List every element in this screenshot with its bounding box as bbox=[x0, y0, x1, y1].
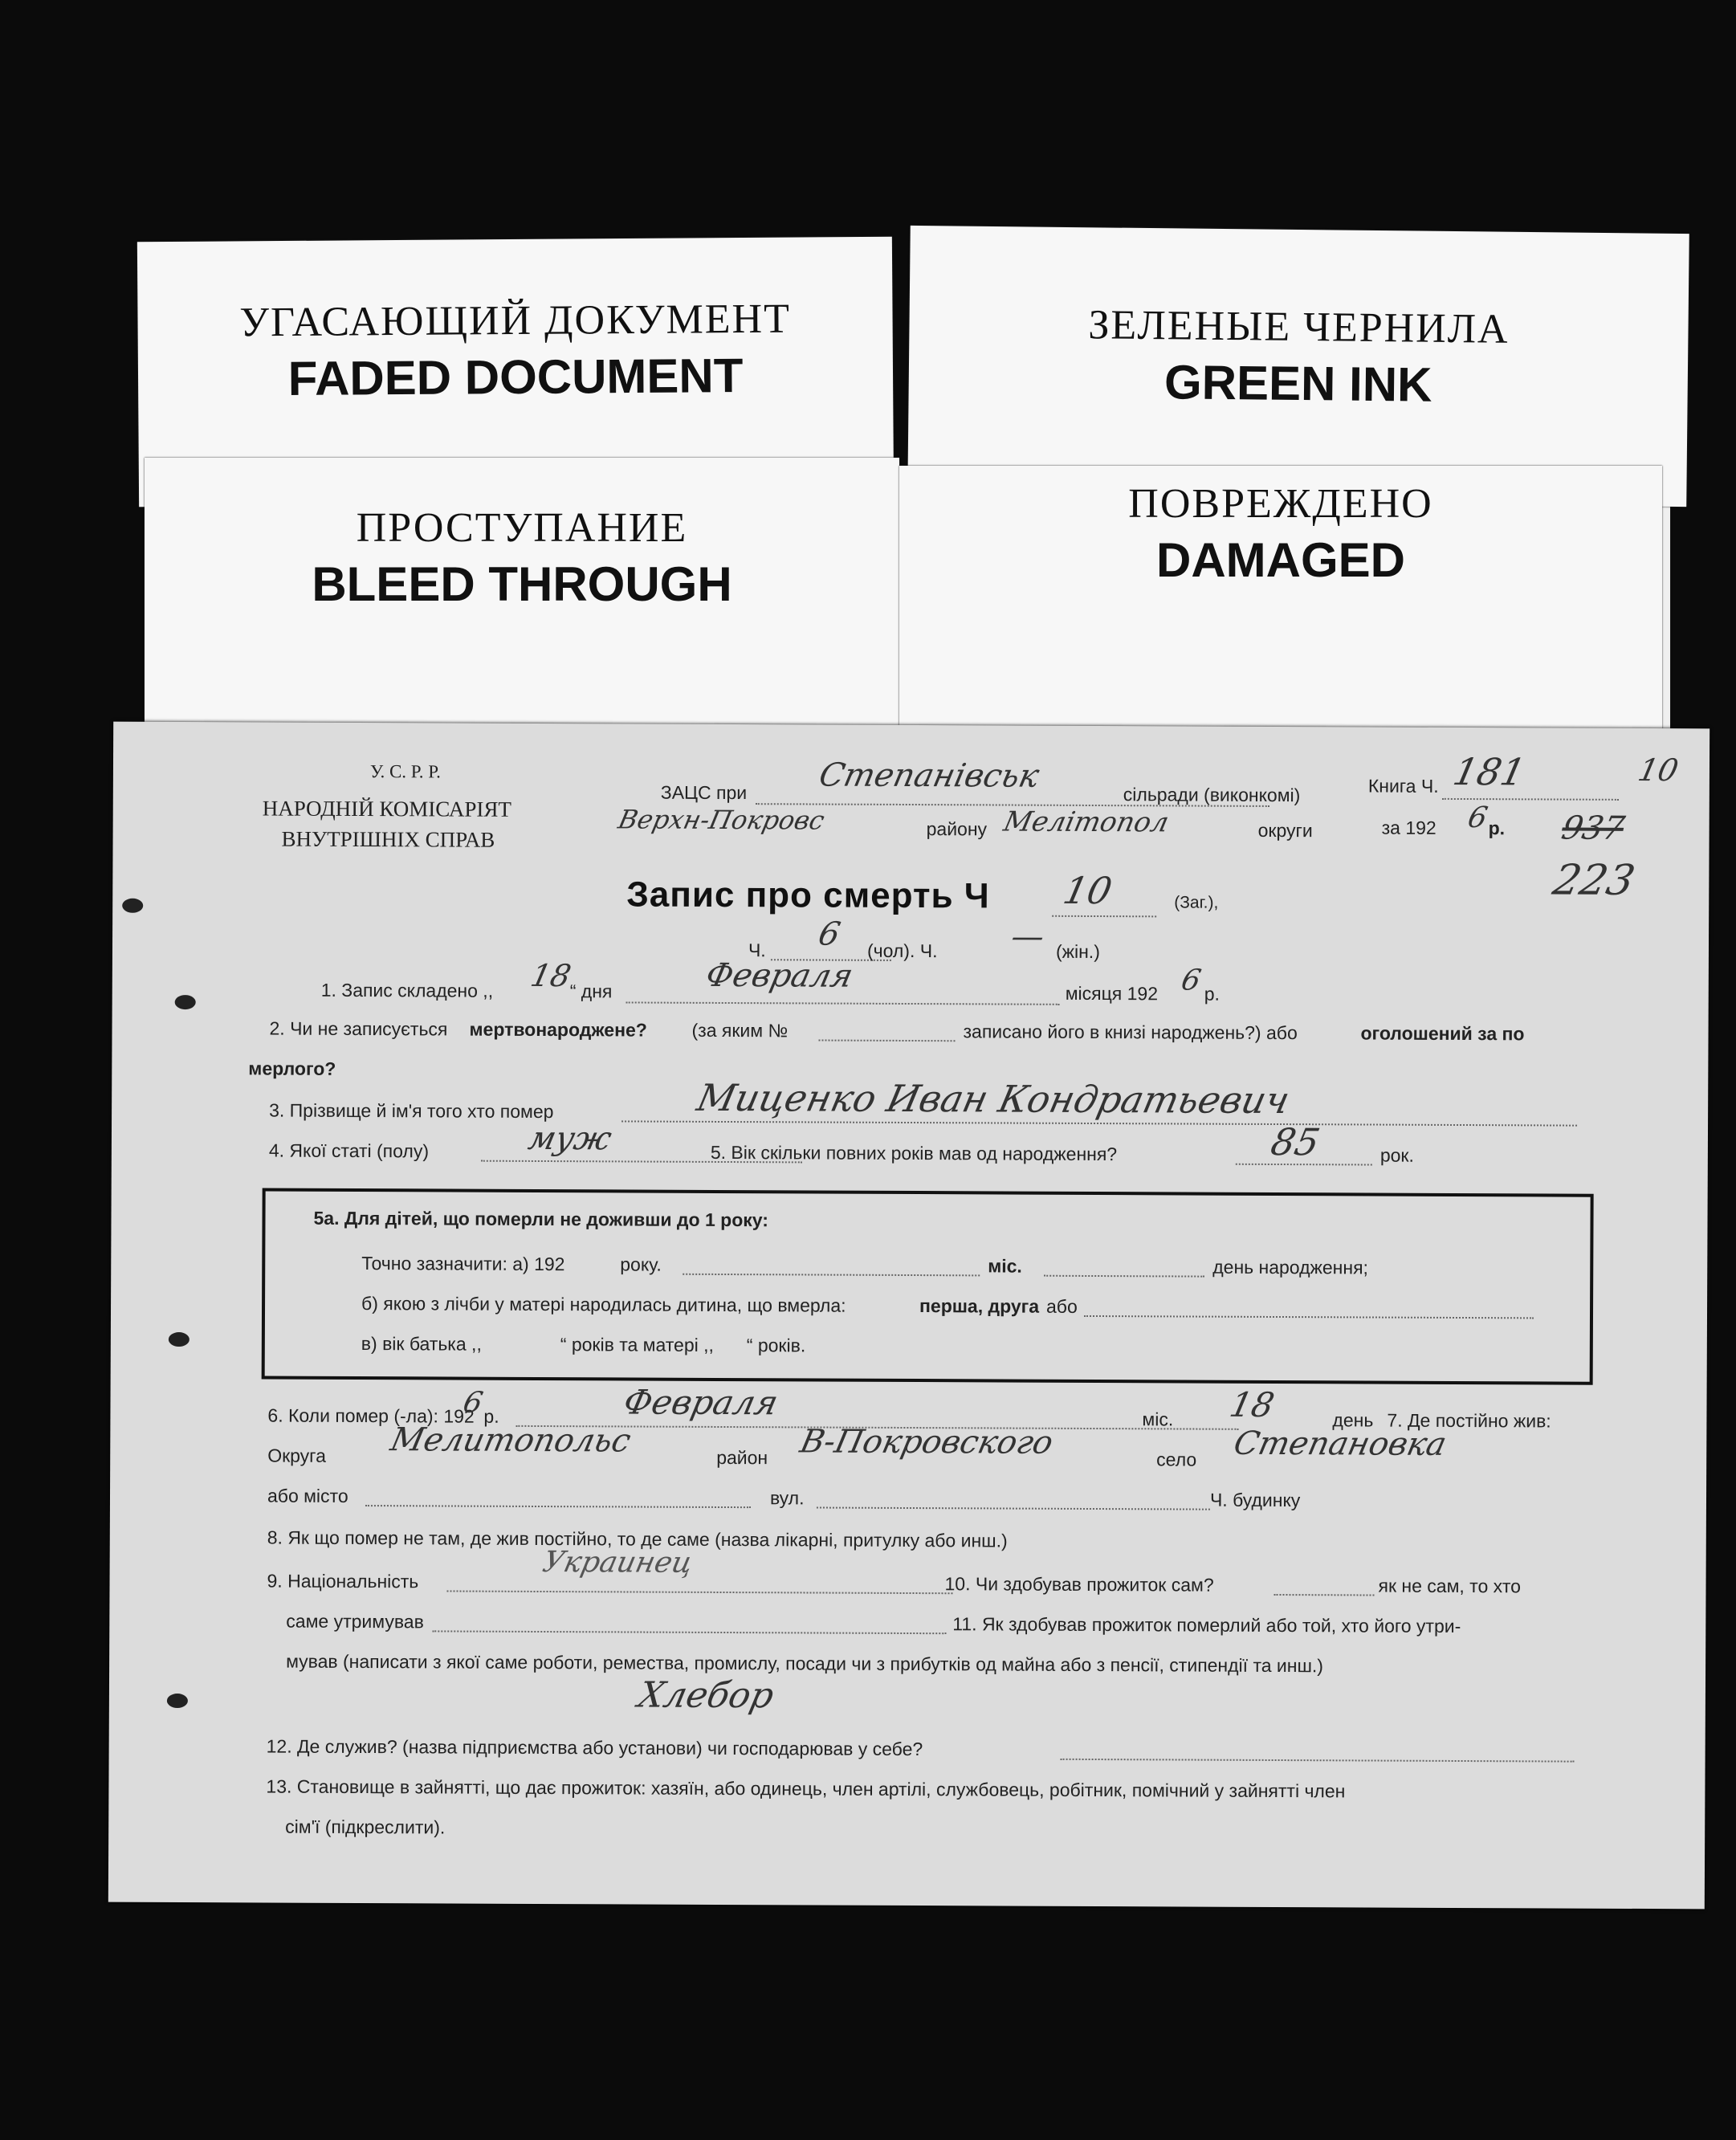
field-1-month-label: місяця 192 bbox=[1065, 982, 1159, 1005]
name-hw: Миценко Иван Кондратьевич bbox=[693, 1075, 1294, 1123]
rayon-hw: Верхн-Покровс bbox=[615, 804, 828, 836]
field-2-stillborn: мертвонароджене? bbox=[469, 1018, 647, 1041]
silrady-label: сільради (виконкомі) bbox=[1123, 784, 1301, 806]
dots bbox=[432, 1630, 946, 1634]
selo-label: село bbox=[1156, 1449, 1197, 1470]
field-9-label: 9. Національність bbox=[267, 1570, 419, 1592]
selo-hw: Степановка bbox=[1230, 1425, 1450, 1463]
label-faded-ru: УГАСАЮЩИЙ ДОКУМЕНТ bbox=[239, 296, 792, 346]
dots bbox=[365, 1505, 751, 1508]
field-13-label: 13. Становище в зайнятті, що дає прожиток: хазяїн, або одинець, член артілі, службовець, робітник, помічний у зайнятті член bbox=[266, 1775, 1346, 1802]
dots bbox=[1236, 1164, 1372, 1166]
rayon-res-hw: В-Покровского bbox=[797, 1423, 1057, 1461]
field-5a-birthday: день народження; bbox=[1212, 1256, 1369, 1278]
damage-hole bbox=[167, 1694, 188, 1708]
margin-note-1: 10 bbox=[1635, 752, 1682, 789]
dots bbox=[1273, 1594, 1374, 1596]
zhin-label: (жін.) bbox=[1055, 940, 1100, 963]
death-year-hw: 6 bbox=[460, 1386, 486, 1420]
field-13-family: сім'ї (підкреслити). bbox=[285, 1816, 446, 1838]
village-council-hw: Степанівськ bbox=[815, 756, 1043, 795]
zag-label: (Заг.), bbox=[1174, 893, 1219, 912]
okruga-res-hw: Мелитопольс bbox=[387, 1421, 634, 1460]
dots bbox=[817, 1507, 1210, 1510]
month-hw: Февраля bbox=[702, 956, 857, 995]
infant-section-box bbox=[262, 1188, 1594, 1384]
rayon-label: район bbox=[716, 1446, 768, 1469]
dots bbox=[818, 1040, 955, 1042]
field-5a-year: року. bbox=[620, 1253, 662, 1275]
book-label: Книга Ч. bbox=[1367, 775, 1439, 797]
age-hw: 85 bbox=[1267, 1119, 1324, 1164]
field-4-label: 4. Якої статі (полу) bbox=[268, 1139, 430, 1162]
year-digit-1-hw: 6 bbox=[1178, 964, 1204, 997]
nationality-hw: Украинец bbox=[540, 1546, 696, 1580]
label-damaged-en: DAMAGED bbox=[1156, 533, 1405, 587]
field-5a-mother: “ років та матері ,, bbox=[560, 1334, 715, 1355]
dots bbox=[621, 1120, 1577, 1126]
dots bbox=[683, 1274, 980, 1277]
field-2-book: записано його в книзі народжень?) або bbox=[963, 1021, 1298, 1044]
field-10-label: 10. Чи здобував прожиток сам? bbox=[944, 1573, 1214, 1596]
field-5a-or: або bbox=[1045, 1295, 1078, 1317]
field-10-who: як не сам, то хто bbox=[1378, 1575, 1522, 1597]
form-title: Запис про смерть Ч bbox=[626, 874, 990, 916]
vul-label: вул. bbox=[769, 1487, 805, 1509]
field-10-supported: саме утримував bbox=[286, 1610, 424, 1633]
field-5a-month: міс. bbox=[988, 1255, 1022, 1277]
budynku-label: Ч. будинку bbox=[1209, 1489, 1301, 1511]
field-5a-years: “ років. bbox=[746, 1335, 806, 1356]
day-hw: 18 bbox=[528, 957, 574, 994]
label-card-green-ink bbox=[907, 226, 1689, 507]
dots bbox=[1084, 1315, 1534, 1319]
dots bbox=[1044, 1275, 1204, 1278]
field-5a-order: перша, друга bbox=[919, 1295, 1040, 1317]
margin-note-3: 223 bbox=[1548, 856, 1640, 905]
org-internal-affairs: ВНУТРІШНІХ СПРАВ bbox=[281, 826, 495, 852]
dots bbox=[446, 1590, 952, 1594]
field-6-day: день bbox=[1332, 1409, 1374, 1431]
okruga-label: Округа bbox=[267, 1445, 326, 1466]
record-female-hw: — bbox=[1008, 918, 1049, 956]
field-6-label: 6. Коли помер (-ла): 192 bbox=[267, 1404, 475, 1427]
death-record-form bbox=[108, 722, 1710, 1910]
label-bleed-en: BLEED THROUGH bbox=[312, 557, 732, 611]
field-12-label: 12. Де служив? (назва підприємства або установи) чи господарював у себе? bbox=[266, 1735, 923, 1760]
org-ussr: У. С. Р. Р. bbox=[369, 761, 441, 782]
field-2-label: 2. Чи не записується bbox=[269, 1017, 448, 1040]
record-male-hw: 6 bbox=[815, 915, 844, 953]
field-2-number: (за яким № bbox=[691, 1019, 789, 1041]
rayonu-label: району bbox=[926, 818, 988, 840]
damage-hole bbox=[175, 995, 196, 1009]
okruga-hw: Мелітопол bbox=[1000, 805, 1172, 839]
dots bbox=[1061, 1759, 1575, 1763]
field-6-r: р. bbox=[483, 1405, 499, 1427]
year-label: за 192 bbox=[1381, 817, 1436, 838]
year-digit-hw: 6 bbox=[1465, 801, 1491, 835]
damage-hole bbox=[169, 1332, 189, 1347]
field-5-label: 5. Вік скільки повних років мав од народження? bbox=[710, 1141, 1118, 1165]
label-green-en: GREEN INK bbox=[1163, 355, 1432, 412]
year-r-label: р. bbox=[1488, 817, 1506, 839]
field-8-label: 8. Як що помер не там, де жив постійно, то де саме (назва лікарні, притулку або инш.) bbox=[267, 1527, 1008, 1551]
field-3-label: 3. Прізвище й ім'я того хто помер bbox=[269, 1099, 554, 1123]
record-total-hw: 10 bbox=[1059, 868, 1116, 913]
death-month-hw: Февраля bbox=[620, 1382, 782, 1423]
dots bbox=[626, 1001, 1060, 1005]
ch-label: Ч. bbox=[748, 940, 766, 961]
field-5a-line-2: б) якою з лічби у матері народилась дитина, що вмерла: bbox=[361, 1293, 846, 1316]
field-5a-line-1: Точно зазначити: а) 192 bbox=[361, 1253, 565, 1275]
field-1-day-label: “ дня bbox=[569, 980, 613, 1002]
label-damaged-ru: ПОВРЕЖДЕНО bbox=[1128, 481, 1433, 527]
field-6-month: міс. bbox=[1142, 1408, 1174, 1430]
damage-hole bbox=[122, 899, 143, 913]
field-5a-title: 5а. Для дітей, що померли не доживши до 1 року: bbox=[313, 1207, 768, 1231]
field-1-r-label: р. bbox=[1204, 983, 1220, 1005]
label-card-damaged bbox=[899, 466, 1662, 739]
field-11-label: 11. Як здобував прожиток померлий або той, хто його утри- bbox=[952, 1613, 1461, 1637]
death-day-hw: 18 bbox=[1226, 1384, 1278, 1425]
dots bbox=[1442, 798, 1619, 801]
field-5-rok: рок. bbox=[1379, 1144, 1414, 1166]
occupation-hw: Хлебор bbox=[634, 1674, 778, 1717]
org-commissariat: НАРОДНІЙ КОМІСАРІЯТ bbox=[262, 796, 511, 821]
misto-label: або місто bbox=[267, 1485, 348, 1506]
field-11-detail: мував (написати з якої саме роботи, ремества, промислу, посади чи з прибутків од майна або з пенсії, стипендії та инш.) bbox=[286, 1650, 1324, 1677]
label-faded-en: FADED DOCUMENT bbox=[287, 349, 744, 406]
okrugy-label: округи bbox=[1257, 819, 1313, 842]
label-bleed-ru: ПРОСТУПАНИЕ bbox=[356, 505, 688, 551]
chol-label: (чол). Ч. bbox=[866, 940, 938, 962]
field-2-deceased: мерлого? bbox=[248, 1058, 336, 1079]
dots bbox=[1052, 915, 1156, 918]
field-1-label: 1. Запис складено ,, bbox=[320, 979, 494, 1001]
field-5a-line-3: в) вік батька ,, bbox=[361, 1333, 482, 1355]
sex-hw: муж bbox=[524, 1119, 615, 1158]
field-7-label: 7. Де постійно жив: bbox=[1387, 1409, 1551, 1432]
field-2-declared: оголошений за по bbox=[1360, 1022, 1525, 1045]
label-green-ru: ЗЕЛЕНЫЕ ЧЕРНИЛА bbox=[1088, 302, 1510, 353]
margin-note-2: 937 bbox=[1558, 809, 1628, 847]
label-card-bleed-through bbox=[145, 458, 899, 731]
book-number-hw: 181 bbox=[1449, 749, 1530, 794]
zacs-label: ЗАЦС при bbox=[660, 781, 748, 804]
